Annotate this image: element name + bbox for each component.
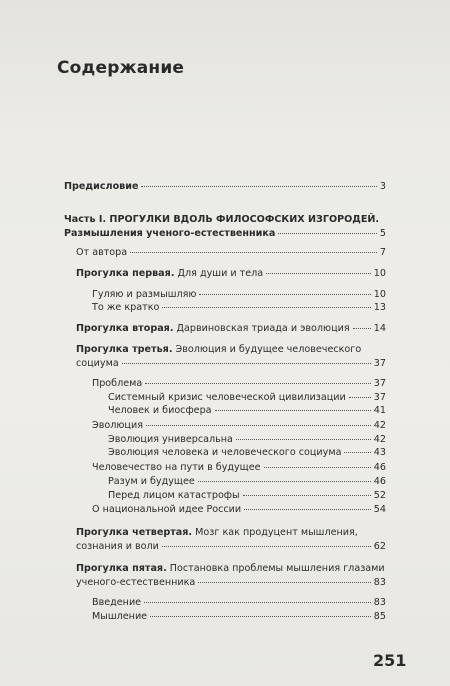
toc-entry-walk-4-cont[interactable] <box>76 541 386 553</box>
toc-entry-text: Разум и будущее <box>108 476 195 487</box>
toc-entry-page: 85 <box>373 611 386 622</box>
dot-leader <box>162 546 371 547</box>
toc-entry-thinking[interactable] <box>92 611 386 623</box>
toc-entry-bold-part: Прогулка первая. <box>76 268 175 279</box>
toc-entry-page: 83 <box>373 597 386 608</box>
toc-entry-system-crisis[interactable] <box>108 392 386 404</box>
toc-entry-evolution-human[interactable] <box>108 447 386 459</box>
toc-entry-walk-3-cont[interactable] <box>76 358 386 370</box>
toc-entry-walk-4[interactable] <box>76 527 358 539</box>
page-title: Содержание <box>57 58 185 78</box>
dot-leader <box>130 252 377 253</box>
dot-leader <box>353 328 371 329</box>
dot-leader <box>243 495 371 496</box>
toc-entry-text: Эволюция <box>92 420 143 431</box>
page-number: 251 <box>373 651 407 670</box>
toc-entry-text: То же кратко <box>92 302 160 313</box>
toc-entry-problem[interactable] <box>92 378 386 390</box>
toc-entry-part-subtitle[interactable] <box>64 228 386 240</box>
toc-entry-introduction[interactable] <box>92 597 386 609</box>
toc-entry-page: 62 <box>373 541 386 552</box>
toc-entry-text: сознания и воли <box>76 541 159 552</box>
toc-entry-text: Человечество на пути в будущее <box>92 462 261 473</box>
toc-entry-text: Мозг как продуцент мышления, <box>195 527 358 538</box>
toc-entry-evolution-universal[interactable] <box>108 434 386 446</box>
toc-entry-walk-5-cont[interactable] <box>76 577 386 589</box>
dot-leader <box>162 307 370 308</box>
toc-entry-page: 43 <box>373 447 386 458</box>
toc-entry-text: О национальной идее России <box>92 504 242 515</box>
dot-leader <box>199 294 370 295</box>
dot-leader <box>344 452 370 453</box>
toc-entry-page: 3 <box>379 181 386 192</box>
toc-entry-text: Постановка проблемы мышления глазами <box>169 563 385 574</box>
toc-entry-walk-2[interactable] <box>76 323 386 335</box>
toc-entry-page: 10 <box>373 268 386 279</box>
toc-entry-text: Для души и тела <box>177 268 264 279</box>
toc-entry-walk-5[interactable] <box>76 563 385 575</box>
dot-leader <box>264 467 371 468</box>
toc-entry-walk-1[interactable] <box>76 268 386 280</box>
toc-entry-text: Введение <box>92 597 142 608</box>
toc-entry-text: Человек и биосфера <box>108 405 212 416</box>
dot-leader <box>144 602 371 603</box>
dot-leader <box>141 186 376 187</box>
toc-entry-text: Размышления ученого-естественника <box>64 228 276 239</box>
toc-entry-text: Системный кризис человеческой цивилизации <box>108 392 346 403</box>
dot-leader <box>266 273 371 274</box>
toc-entry-text: Дарвиновская триада и эволюция <box>176 323 350 334</box>
toc-entry-national-idea[interactable] <box>92 504 386 516</box>
dot-leader <box>150 616 371 617</box>
toc-entry-text: Мышление <box>92 611 148 622</box>
toc-entry-preface[interactable] <box>64 181 386 193</box>
toc-entry-text: Перед лицом катастрофы <box>108 490 240 501</box>
dot-leader <box>146 425 371 426</box>
toc-entry-page: 41 <box>373 405 386 416</box>
toc-entry-page: 42 <box>373 434 386 445</box>
toc-entry-walk-and-think[interactable] <box>92 289 386 301</box>
toc-entry-from-author[interactable] <box>76 247 386 259</box>
toc-entry-same-briefly[interactable] <box>92 302 386 314</box>
toc-entry-page: 37 <box>373 358 386 369</box>
toc-entry-bold-part: Прогулка третья. <box>76 344 173 355</box>
toc-entry-text: социума <box>76 358 119 369</box>
toc-entry-page: 52 <box>373 490 386 501</box>
toc-entry-page: 37 <box>373 378 386 389</box>
dot-leader <box>198 582 370 583</box>
toc-part-heading[interactable]: Часть I. ПРОГУЛКИ ВДОЛЬ ФИЛОСОФСКИХ ИЗГОРОДЕЙ. <box>64 214 380 225</box>
toc-entry-text: Эволюция человека и человеческого социума <box>108 447 342 458</box>
toc-entry-page: 42 <box>373 420 386 431</box>
dot-leader <box>349 397 371 398</box>
toc-entry-bold-part: Прогулка четвертая. <box>76 527 193 538</box>
toc-entry-page: 83 <box>373 577 386 588</box>
toc-entry-page: 14 <box>373 323 386 334</box>
dot-leader <box>198 481 371 482</box>
toc-entry-walk-3[interactable] <box>76 344 361 356</box>
toc-entry-bold-part: Прогулка вторая. <box>76 323 174 334</box>
toc-entry-text: От автора <box>76 247 128 258</box>
toc-entry-text: Проблема <box>92 378 143 389</box>
toc-entry-man-biosphere[interactable] <box>108 405 386 417</box>
dot-leader <box>236 439 371 440</box>
toc-entry-text: Гуляю и размышляю <box>92 289 197 300</box>
toc-entry-page: 46 <box>373 476 386 487</box>
toc-entry-mind-future[interactable] <box>108 476 386 488</box>
dot-leader <box>122 363 371 364</box>
toc-entry-page: 7 <box>379 247 386 258</box>
toc-entry-bold-part: Прогулка пятая. <box>76 563 167 574</box>
toc-entry-page: 10 <box>373 289 386 300</box>
dot-leader <box>278 233 377 234</box>
dot-leader <box>244 509 371 510</box>
dot-leader <box>145 383 371 384</box>
toc-entry-text: Предисловие <box>64 181 139 192</box>
dot-leader <box>215 410 371 411</box>
toc-entry-page: 13 <box>373 302 386 313</box>
toc-entry-page: 37 <box>373 392 386 403</box>
toc-entry-page: 54 <box>373 504 386 515</box>
toc-entry-page: 5 <box>379 228 386 239</box>
toc-entry-text: Эволюция универсальна <box>108 434 233 445</box>
toc-entry-evolution[interactable] <box>92 420 386 432</box>
toc-entry-facing-catastrophe[interactable] <box>108 490 386 502</box>
toc-entry-text: Эволюция и будущее человеческого <box>175 344 362 355</box>
toc-entry-humanity-future[interactable] <box>92 462 386 474</box>
toc-entry-text: ученого-естественника <box>76 577 196 588</box>
toc-entry-page: 46 <box>373 462 386 473</box>
